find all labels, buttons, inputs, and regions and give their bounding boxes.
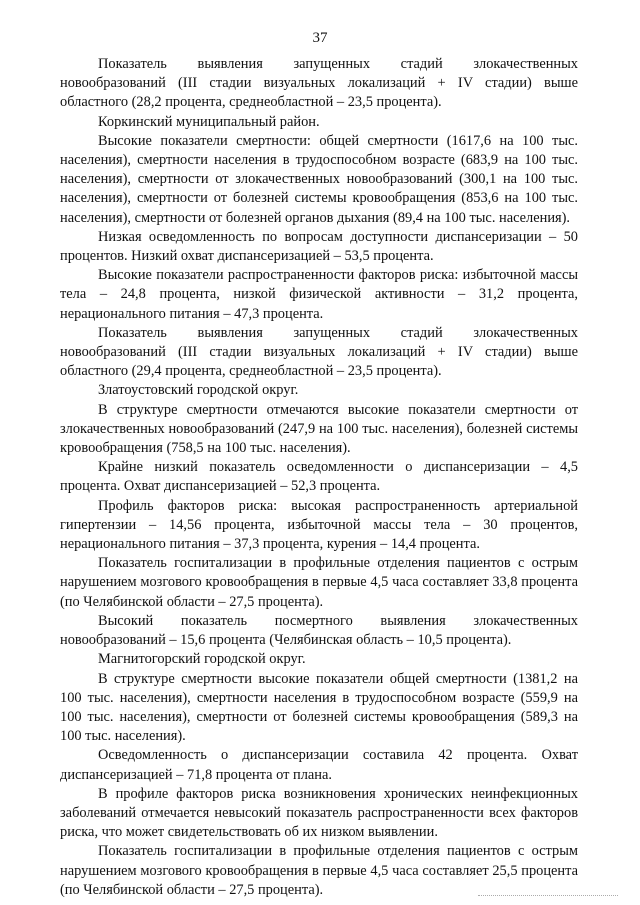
paragraph-zlatoust-mortality: В структуре смертности отмечаются высокие показатели смертности от злокачественных новообразований (247,9 на 100 тыс. населения), болезней системы кровообращения (758,5 на 100 тыс. населения). [60,401,578,457]
paragraph-detection-rate-prev-district: Показатель выявления запущенных стадий злокачественных новообразований (III стадии визуальных локализаций + IV стадии) выше областного (28,2 процента, среднеобластной – 23,5 процента). [60,56,578,111]
paragraph-zlatoust-hospitalization: Показатель госпитализации в профильные отделения пациентов с острым нарушением мозгового кровообращения в первые 4,5 часа составляет 33,8 процента (по Челябинской области – 27,5 процента). [60,555,578,610]
heading-magnitogorsk-district: Магнитогорский городской округ. [98,651,306,668]
paragraph-korkino-mortality: Высокие показатели смертности: общей смертности (1617,6 на 100 тыс. населения), смертности населения в трудоспособном возрасте (683,9 на 100 тыс. населения), смертности от злокачественных новообразований (300,1 на 100 тыс. населения), смертности от болезней системы кровообращения (853,6 на 100 тыс. населения), смертности от болезней органов дыхания (89,4 на 100 тыс. населения). [60,132,578,226]
heading-korkinsky-district: Коркинский муниципальный район. [98,113,320,130]
paragraph-magnitogorsk-hospitalization: Показатель госпитализации в профильные отделения пациентов с острым нарушением мозгового кровообращения в первые 4,5 часа составляет 25,5 процента (по Челябинской области – 27,5 процента). [60,843,578,898]
paragraph-zlatoust-postmortem: Высокий показатель посмертного выявления злокачественных новообразований – 15,6 процента (Челябинская область – 10,5 процента). [60,612,578,649]
paragraph-magnitogorsk-awareness: Осведомленность о диспансеризации составила 42 процента. Охват диспансеризацией – 71,8 процента от плана. [60,747,578,783]
paragraph-korkino-risk-factors: Высокие показатели распространенности факторов риска: избыточной массы тела – 24,8 процента, низкой физической активности – 31,2 процента, нерационального питания – 47,3 процента. [60,267,578,322]
paragraph-zlatoust-risk-factors: Профиль факторов риска: высокая распространенность артериальной гипертензии – 14,56 процента, избыточной массы тела – 30 процентов, нерационального питания – 37,3 процента, курения – 14,4 процента. [60,497,578,553]
paragraph-magnitogorsk-mortality: В структуре смертности высокие показатели общей смертности (1381,2 на 100 тыс. населения), смертности населения в трудоспособном возрасте (559,9 на 100 тыс. населения), смертности от болезней системы кровообращения (589,3 на 100 тыс. населения). [60,670,578,745]
paragraph-korkino-detection-rate: Показатель выявления запущенных стадий злокачественных новообразований (III стадии визуальных локализаций + IV стадии) выше областного (29,4 процента, среднеобластной – 23,5 процента). [60,324,578,380]
heading-zlatoust-district: Златоустовский городской округ. [98,382,299,399]
page-number: 37 [312,30,328,46]
paragraph-korkino-awareness: Низкая осведомленность по вопросам доступности диспансеризации – 50 процентов. Низкий охват диспансеризацией – 53,5 процента. [60,228,578,265]
paragraph-magnitogorsk-risk-factors: В профиле факторов риска возникновения хронических неинфекционных заболеваний отмечается невысокий показатель распространенности всех факторов риска, что может свидетельствовать об их низком выявлении. [60,785,578,841]
document-body [60,55,578,900]
paragraph-zlatoust-awareness: Крайне низкий показатель осведомленности о диспансеризации – 4,5 процента. Охват диспансеризацией – 52,3 процента. [60,459,578,495]
scan-artifact-dots [478,893,618,896]
